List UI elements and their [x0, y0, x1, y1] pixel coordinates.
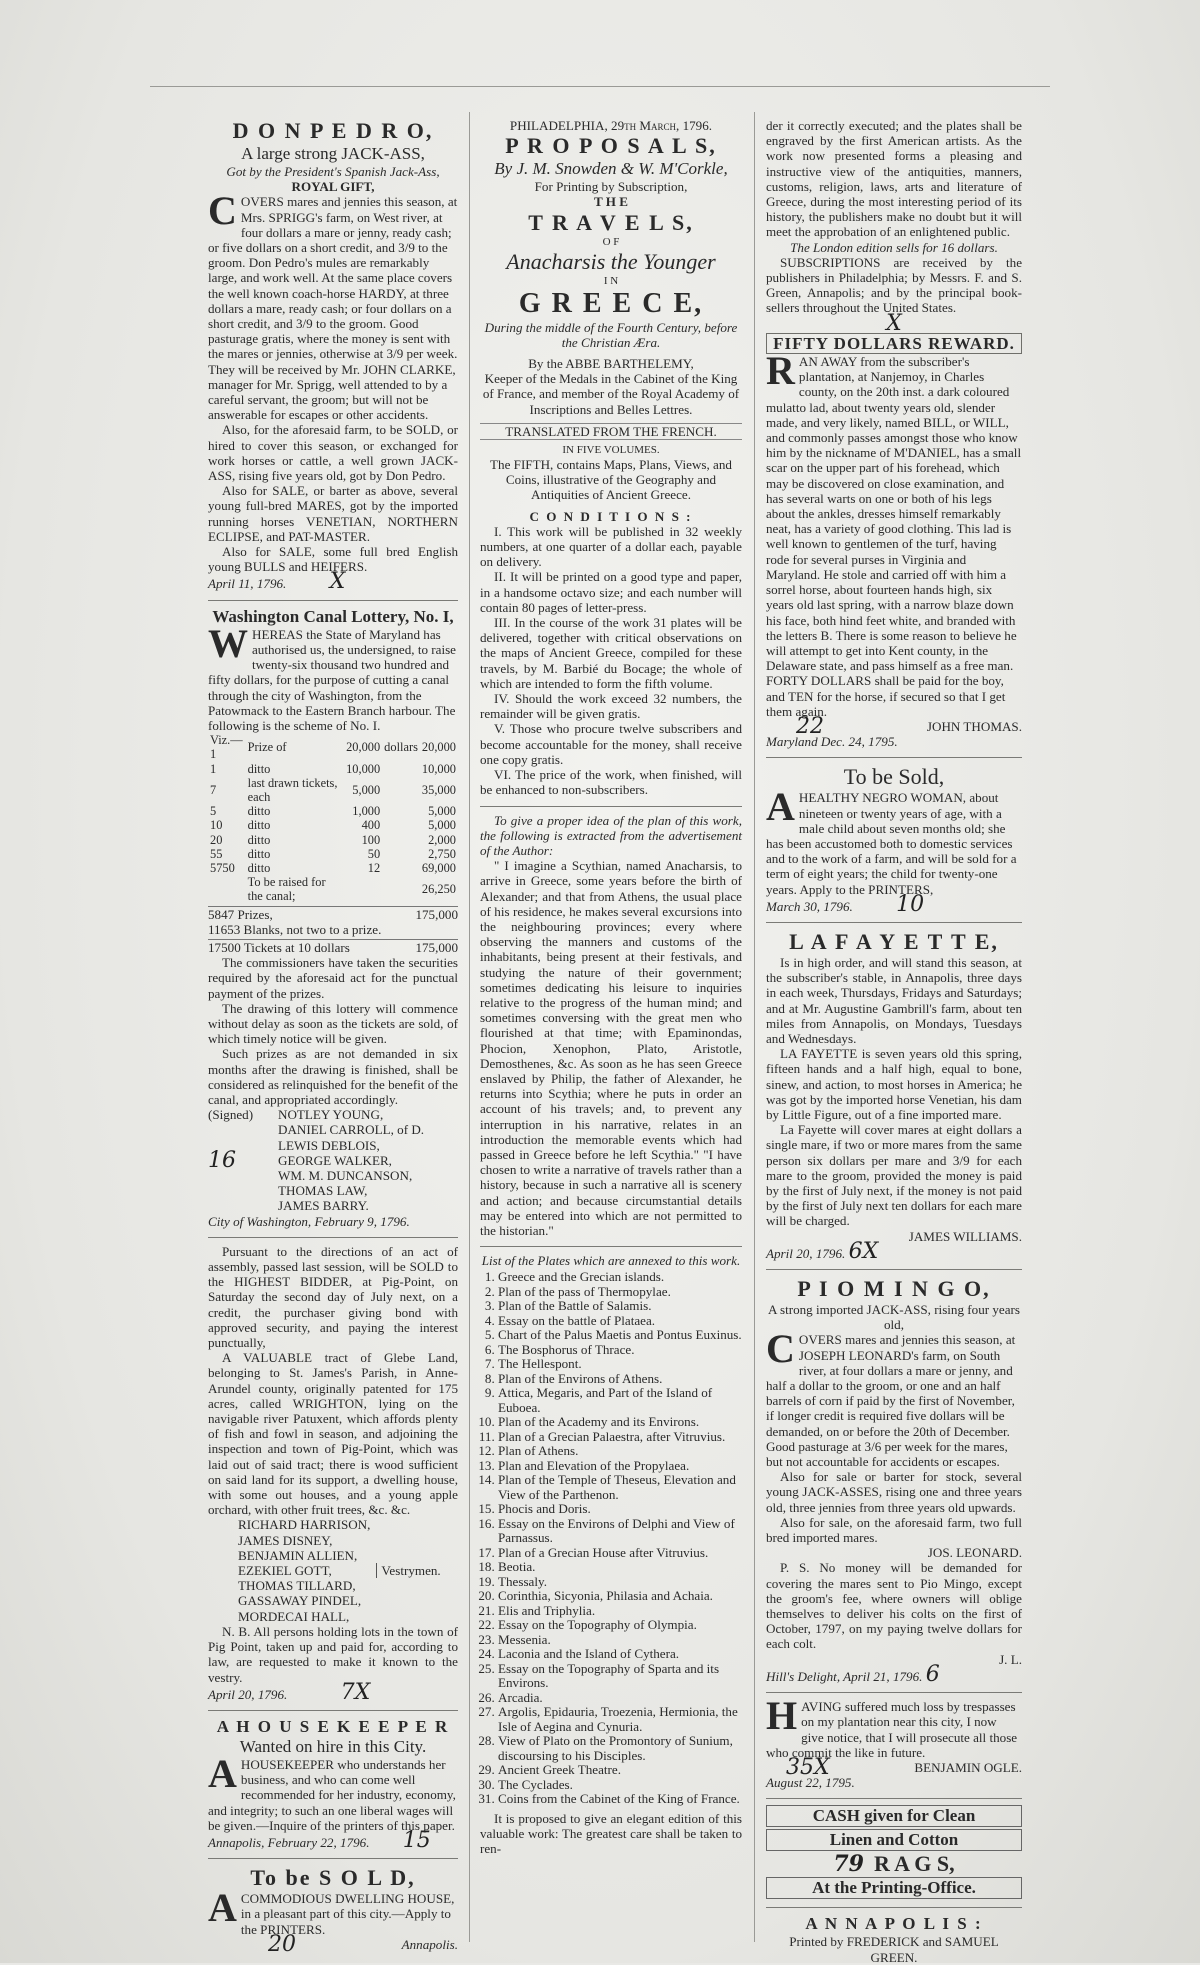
ad-line: Got by the President's Spanish Jack-Ass, — [226, 164, 440, 179]
rule — [766, 922, 1022, 923]
ad-title: A H O U S E K E E P E R — [216, 1716, 450, 1736]
ad-body: COMMODIOUS DWELLING HOUSE, in a pleasant part of this city.—Apply to the PRINTERS. — [240, 1891, 455, 1937]
ad-signature: JAMES WILLIAMS. — [908, 1228, 1022, 1244]
plate-item: 2. Plan of the pass of Thermopylae. — [498, 1285, 742, 1300]
drop-cap: W — [208, 620, 248, 666]
ad-subtitle: A large strong JACK-ASS, — [241, 144, 425, 163]
lottery-cell: 12 — [367, 860, 381, 875]
ad-body: AN AWAY from the subscriber's plantation, at Nanjemoy, in Charles county, on the 20th inst. a dark coloured mulatto lad, about twenty years old, slender made, and very likely, named BILL, or WILL, and commonly passes amongst those who know him by the nickname of M'DANIEL, has a small scar on the upper part of his forehead, which may be discovered on close examination, and has several warts on one or both of his legs about the ankles, dresses himself remarkably neat, has a variety of good clothing. This lad is well known to gentlemen of the turf, having rode for several purses in Virginia and Maryland. He stole and carried off with him a sorrel horse, about fourteen hands high, six years old last spring, with a narrow blaze down his face, both hind feet white, and branded with the letters B. There is some reason to believe he will attempt to get into Kent county, in the Delaware state, and pass himself as a free man. FORTY DOLLARS shall be paid for the boy, and TEN for the horse, if secured so that I get them again. — [766, 354, 1022, 719]
lottery-cell — [382, 776, 420, 804]
plate-item: 15. Phocis and Doris. — [498, 1502, 742, 1517]
plate-item: 25. Essay on the Topography of Sparta and its Environs. — [498, 1662, 742, 1691]
signer-name: JAMES BARRY. — [278, 1198, 369, 1214]
plate-item: 29. Ancient Greek Theatre. — [498, 1763, 742, 1778]
plate-item: 22. Essay on the Topography of Olympia. — [498, 1618, 742, 1633]
condition-item: II. It will be printed on a good type and paper, in a handsome octavo size; and each number will contain 80 pages of letter-press. — [480, 569, 742, 615]
subscriptions-note: SUBSCRIPTIONS are received by the publishers in Philadelphia; by Messrs. F. and S. Green, Annapolis; and by the principal book-sellers throughout the United States. — [766, 254, 1022, 316]
lottery-cell: 5750 — [210, 860, 235, 875]
conditions-heading: C O N D I T I O N S : — [529, 508, 693, 524]
condition-item: V. Those who procure twelve subscribers and become accountable for the money, shall receive one copy gratis. — [480, 721, 742, 767]
right-column — [766, 118, 1022, 1965]
lottery-cell: 400 — [361, 818, 381, 833]
handwritten-mark: 35X — [786, 1754, 830, 1780]
housekeeper-ad — [208, 1716, 458, 1853]
lottery-cell: 10,000 — [346, 761, 381, 776]
condition-item: IV. Should the work exceed 32 numbers, the remainder will be given gratis. — [480, 691, 742, 722]
ad-paragraph: Pursuant to the directions of an act of assembly, passed last session, will be SOLD to the HIGHEST BIDDER, at Pig-Point, on Saturday the second day of July next, on a credit, the purchaser giving bond with approved security, and paying the interest punctually, — [208, 1243, 458, 1351]
lottery-cell: 50 — [367, 846, 381, 861]
signer-name: DANIEL CARROLL, of D. — [278, 1122, 425, 1138]
lottery-cell: 1 — [210, 761, 217, 776]
lottery-cell — [382, 818, 420, 832]
lottery-cell: Prize of — [247, 740, 287, 755]
plate-item: 19. Thessaly. — [498, 1575, 742, 1590]
author-quote: " I imagine a Scythian, named Anacharsis, to arrive in Greece, some years before the birth of Alexander; and that from Athens, the usual place of his residence, he makes several excursions into the neighbouring provinces; every where observing the manners and customs of the inhabitants, being present at their festivals, and studying the nature of their government; sometimes dedicating his leisure to inquiries relative to the progress of the human mind; and sometimes conversing with the great men who flourished at that time; with Epaminondas, Phocion, Xenophon, Plato, Aristotle, Demosthenes, &c. As soon as he has seen Greece enslaved by Philip, the father of Alexander, he returns into Scythia; where he puts in order an account of his travels; and, to prevent any interruption in his narrative, relates in an introduction the memorable events which had passed in Greece before he left Scythia." "I have chosen to write a narrative of travels rather than a history, because in such a narrative all is scenery and action; and because circumstantial details may be entered into which are not permitted to the historian." — [480, 858, 742, 1238]
ad-date: April 11, 1796. — [208, 576, 287, 592]
imprint-printers: Printed by FREDERICK and SAMUEL GREEN. — [789, 1934, 999, 1965]
lottery-cell — [382, 875, 420, 903]
plate-item: 1. Greece and the Grecian islands. — [498, 1270, 742, 1285]
handwritten-mark: 15 — [402, 1827, 431, 1853]
don-pedro-ad — [208, 118, 458, 595]
ad-note: N. B. All persons holding lots in the town of Pig Point, taken up and paid for, according to law, are requested to make it known to the vestry. — [208, 1623, 458, 1685]
lottery-cell: 55 — [210, 846, 223, 861]
the-line: T H E — [594, 194, 628, 210]
plate-item: 13. Plan and Elevation of the Propylaea. — [498, 1459, 742, 1474]
signer-name: THOMAS LAW, — [278, 1183, 368, 1199]
plate-item: 24. Laconia and the Island of Cythera. — [498, 1647, 742, 1662]
plates-list — [498, 1270, 742, 1807]
handwritten-mark: 16 — [208, 1147, 236, 1173]
handwritten-mark: 7X — [340, 1679, 371, 1705]
lottery-cell: Viz.—1 — [210, 733, 243, 762]
author-line: By the ABBE BARTHELEMY, — [528, 356, 694, 372]
vestryman-name: RICHARD HARRISON, — [238, 1517, 371, 1533]
lottery-cell: 10 — [210, 818, 223, 833]
ad-title: To be Sold, — [843, 764, 945, 790]
plate-item: 23. Messenia. — [498, 1633, 742, 1648]
lottery-cell: ditto — [247, 761, 271, 776]
drop-cap: R — [766, 348, 795, 394]
plate-item: 18. Beotia. — [498, 1560, 742, 1575]
signed-label: (Signed) — [208, 1107, 254, 1123]
handwritten-mark: 22 — [796, 713, 824, 739]
vestryman-name: BENJAMIN ALLIEN, — [238, 1547, 358, 1563]
drop-cap: H — [766, 1693, 798, 1739]
tickets-total: 175,000 — [415, 939, 458, 955]
plate-item: 14. Plan of the Temple of Theseus, Elevation and View of the Parthenon. — [498, 1473, 742, 1502]
lottery-cell — [382, 833, 420, 847]
lottery-cell: 10,000 — [421, 761, 456, 776]
travels-line: T R A V E L S, — [528, 209, 694, 235]
cash-line: At the Printing-Office. — [766, 1877, 1022, 1899]
signer-name: GEORGE WALKER, — [278, 1152, 392, 1168]
signer-name: LEWIS DEBLOIS, — [278, 1137, 380, 1153]
lottery-row — [208, 861, 458, 875]
imprint-place: A N N A P O L I S : — [805, 1914, 983, 1934]
lottery-cell: 26,250 — [421, 882, 456, 897]
ad-date: April 20, 1796. — [766, 1245, 846, 1261]
lottery-row — [208, 847, 458, 861]
rule — [766, 1269, 1022, 1270]
plate-item: 6. The Bosphorus of Thrace. — [498, 1343, 742, 1358]
lottery-cell: ditto — [247, 832, 271, 847]
rule — [480, 806, 742, 807]
plate-item: 5. Chart of the Palus Maetis and Pontus Euxinus. — [498, 1328, 742, 1343]
ad-postscript: P. S. No money will be demanded for covering the mares sent to Pio Mingo, except the groom's fee, where owners will oblige themselves to deliver his colts on the first of October, 1797, on my paying twelve dollars for each colt. — [766, 1560, 1022, 1652]
ad-line: ROYAL GIFT, — [291, 179, 375, 195]
prizes-total: 175,000 — [415, 906, 458, 922]
ad-title: P I O M I N G O, — [797, 1276, 991, 1302]
column-divider-1 — [469, 112, 470, 1942]
ad-date: April 20, 1796. — [208, 1686, 288, 1702]
lottery-cell: 5,000 — [352, 782, 381, 797]
anacharsis-line: Anacharsis the Younger — [506, 248, 716, 274]
rule — [766, 757, 1022, 758]
lottery-cell: 5,000 — [428, 804, 456, 819]
condition-item: III. In the course of the work 31 plates will be delivered, together with critical observations on the maps of Ancient Greece, compiled for these travels, by M. Barbié du Bocage; the whole of which are intended to form the fifth volume. — [480, 615, 742, 691]
lottery-cell: ditto — [247, 804, 271, 819]
plate-item: 8. Plan of the Environs of Athens. — [498, 1372, 742, 1387]
ad-body: AVING suffered much loss by trespasses on my plantation near this city, I now give notice, that I will prosecute all those who commit the like in future. — [766, 1699, 1018, 1760]
prizes-count: 5847 Prizes, — [208, 906, 273, 922]
lottery-row — [208, 762, 458, 776]
lottery-cell: 2,750 — [428, 846, 456, 861]
rags-line: R A G S, — [873, 1851, 955, 1877]
vestryman-name: EZEKIEL GOTT, — [238, 1563, 332, 1579]
ad-title: To be S O L D, — [250, 1865, 416, 1891]
lottery-ad — [208, 607, 458, 1229]
drop-cap: C — [208, 188, 237, 234]
top-rule — [150, 86, 1050, 87]
ad-body: HEALTHY NEGRO WOMAN, about nineteen or twenty years of age, with a male child about seven months old; she has been accustomed both to domestic services and to the work of a farm, and will be sold for a term of eight years; the child for twenty-one years. Apply to the PRINTERS, — [766, 790, 1017, 897]
cash-line: Linen and Cotton — [766, 1829, 1022, 1851]
vestryman-name: MORDECAI HALL, — [238, 1608, 350, 1624]
lottery-cell: ditto — [247, 846, 271, 861]
during-line: During the middle of the Fourth Century, before the Christian Æra. — [484, 319, 738, 350]
ad-title: D O N P E D R O, — [232, 118, 434, 143]
ad-paragraph: Also for sale, on the aforesaid farm, two full bred imported mares. — [766, 1514, 1022, 1546]
ad-paragraph: Also for sale or barter for stock, several young JACK-ASSES, rising one and three years old, three jennies from three years old upwards. — [766, 1469, 1022, 1515]
lottery-row — [208, 776, 458, 804]
lottery-cell — [382, 804, 420, 818]
dateline: PHILADELPHIA, 29th March, 1796. — [509, 118, 713, 133]
subscription-line: For Printing by Subscription, — [534, 179, 688, 195]
signers-list — [278, 1107, 424, 1213]
lottery-cell — [382, 861, 420, 875]
plate-item: 12. Plan of Athens. — [498, 1444, 742, 1459]
rule — [480, 1246, 742, 1247]
column-divider-2 — [754, 112, 755, 1942]
ad-date: Annapolis, February 22, 1796. — [208, 1834, 370, 1850]
vestryman-name: JAMES DISNEY, — [238, 1532, 333, 1548]
ad-paragraph: La Fayette will cover mares at eight dollars a single mare, if two or more mares from the same person six dollars per mare and 3/9 for each mare to the groom, provided the money is paid by the first of July next, if the money is not paid by the first of July next ten dollars for each mare will be charged. — [766, 1122, 1022, 1229]
handwritten-mark: 79 — [833, 1851, 864, 1878]
proposals-title: P R O P O S A L S, — [505, 133, 717, 159]
handwritten-mark: 6 — [925, 1661, 940, 1687]
plate-item: 20. Corinthia, Sicyonia, Philasia and Achaia. — [498, 1589, 742, 1604]
handwritten-mark: X — [886, 310, 902, 336]
lottery-cell: 20,000 — [346, 740, 381, 755]
ad-body: OVERS mares and jennies this season, at JOSEPH LEONARD's farm, on South river, at four dollars a mare or jenny, and half a dollar to the groom, or one and an half barrels of corn if paid by the first of November, if longer credit is required five dollars will be demanded, on or before the 20th of December. Good pasturage at 3/6 per week for the mares, but not accountable for accidents or escapes. — [766, 1332, 1016, 1470]
lottery-row — [208, 833, 458, 847]
vestryman-name: GASSAWAY PINDEL, — [238, 1593, 362, 1609]
ad-signature: JOS. LEONARD. — [927, 1545, 1022, 1561]
author-title: Keeper of the Medals in the Cabinet of the King of France, and member of the Royal Academy of Inscriptions and Belles Lettres. — [482, 371, 740, 417]
ad-signature: JOHN THOMAS. — [926, 718, 1022, 734]
lottery-row — [208, 875, 458, 903]
signer-name: WM. M. DUNCANSON, — [278, 1168, 413, 1183]
plates-heading: List of the Plates which are annexed to this work. — [481, 1253, 741, 1269]
lottery-cell: ditto — [247, 818, 271, 833]
plate-item: 17. Plan of a Grecian House after Vitruvius. — [498, 1546, 742, 1561]
plate-item: 28. View of Plato on the Promontory of Sunium, discoursing to his Disciples. — [498, 1734, 742, 1763]
ad-title: L A F A Y E T T E, — [789, 928, 999, 954]
publishers-line: By J. M. Snowden & W. M'Corkle, — [494, 159, 728, 179]
condition-item: I. This work will be published in 32 weekly numbers, at one quarter of a dollar each, payable on delivery. — [480, 523, 742, 570]
continued-text: der it correctly executed; and the plates shall be engraved by the first American artists. As the work now presented forms a pleasing and instructive view of the antiquities, manners, customs, religion, laws, arts and literature of Greece, during the most interesting period of its history, the publishers make no doubt but it will meet the approbation of an enlightened public. — [766, 118, 1022, 240]
lottery-cell: ditto — [247, 860, 271, 875]
lottery-cell: 1,000 — [352, 804, 381, 819]
rule — [766, 1692, 1022, 1693]
plate-item: 9. Attica, Megaris, and Part of the Island of Euboea. — [498, 1386, 742, 1415]
ad-paragraph: The commissioners have taken the securities required by the aforesaid act for the punctual payment of the prizes. — [208, 955, 458, 1001]
ad-paragraph: Also, for the aforesaid farm, to be SOLD, or hired to cover this season, or exchanged for work horses or cattle, a well grown JACK-ASS, rising five years old, got by Don Pedro. — [208, 422, 458, 484]
blanks-count: 11653 Blanks, not two to a prize. — [208, 921, 382, 937]
translated-line: TRANSLATED FROM THE FRENCH. — [480, 423, 742, 440]
ad-title: Washington Canal Lottery, No. I, — [212, 606, 454, 626]
ad-date: Maryland Dec. 24, 1795. — [766, 734, 898, 750]
plate-item: 7. The Hellespont. — [498, 1357, 742, 1372]
condition-item: VI. The price of the work, when finished, will be enhanced to non-subscribers. — [480, 767, 742, 798]
handwritten-mark: 6X — [848, 1238, 879, 1264]
lottery-row — [208, 733, 458, 761]
of-line: O F — [602, 235, 620, 248]
ad-subtitle: Wanted on hire in this City. — [239, 1736, 427, 1756]
drop-cap: C — [766, 1326, 795, 1372]
handwritten-mark: 20 — [268, 1931, 296, 1957]
reward-title: FIFTY DOLLARS REWARD. — [766, 333, 1022, 354]
handwritten-mark: 10 — [896, 891, 925, 917]
greece-line: G R E E C E, — [518, 287, 704, 319]
vestrymen-list — [238, 1517, 370, 1623]
ad-place-date: City of Washington, February 9, 1796. — [208, 1213, 410, 1229]
ad-paragraph: LA FAYETTE is seven years old this spring, fifteen hands and a half high, equal to bone, sinew, and action, to most horses in America; he was got by the imported horse Venetian, his dam by Little Figure, out of a fine imported mare. — [766, 1046, 1022, 1122]
volumes-line: IN FIVE VOLUMES. — [562, 444, 660, 457]
in-line: I N — [603, 274, 619, 287]
house-for-sale-ad — [208, 1865, 458, 1957]
lottery-cell: 2,000 — [428, 832, 456, 847]
plate-item: 11. Plan of a Grecian Palaestra, after Vitruvius. — [498, 1430, 742, 1445]
plate-item: 3. Plan of the Battle of Salamis. — [498, 1299, 742, 1314]
lottery-cell: 20 — [210, 832, 223, 847]
ad-body: OVERS mares and jennies this season, at Mrs. SPRIGG's farm, on West river, at four dollars a mare or jenny, ready cash; or five dollars on a short credit, and 3/9 to the groom. Don Pedro's mules are remarkably large, and work well. At the same place covers the well known coach-horse HARDY, at three dollars a mare, ready cash; or four dollars on a short credit, and 3/9 to the groom. Good pasturage gratis, where the money is sent with the mares or jennies, otherwise at 3/9 per week. They will be received by Mr. JOHN CLARKE, manager for Mr. Sprigg, well attended to by a careful servant, the groom; but will not be answerable for escapes or other accidents. — [208, 194, 458, 423]
lottery-cell: 20,000 — [421, 740, 456, 755]
plate-item: 31. Coins from the Cabinet of the King of France. — [498, 1792, 742, 1807]
drop-cap: A — [208, 1885, 237, 1931]
lottery-cell — [208, 875, 246, 903]
rule — [766, 1907, 1022, 1908]
drop-cap: A — [766, 784, 795, 830]
lottery-scheme-table — [208, 733, 458, 903]
lottery-cell — [382, 847, 420, 861]
left-column — [208, 118, 458, 1957]
lottery-cell: dollars — [384, 740, 418, 755]
plate-item: 10. Plan of the Academy and its Environs. — [498, 1415, 742, 1430]
drop-cap: A — [208, 1750, 237, 1796]
ad-date: August 22, 1795. — [766, 1775, 855, 1791]
rule — [208, 1237, 458, 1238]
rule — [208, 1858, 458, 1859]
ad-paragraph: Also for SALE, or barter as above, several young full-bred MARES, got by the imported running horses VENETIAN, NORTHERN ECLIPSE, and PAT-MASTER. — [208, 483, 458, 544]
lottery-cell: last drawn tickets, each — [247, 775, 338, 804]
rule — [208, 600, 458, 601]
ad-body: HOUSEKEEPER who understands her business, and who can come well recommended for her industry, economy, and integrity; to such an one liberal wages will be given.—Inquire of the printers of this paper. — [208, 1756, 456, 1833]
plate-item: 27. Argolis, Epidauria, Troezenia, Hermionia, the Isle of Aegina and Cynuria. — [498, 1705, 742, 1734]
center-column — [480, 118, 742, 1857]
ad-paragraph: Is in high order, and will stand this season, at the subscriber's stable, in Annapolis, three days in each week, Thursdays, Fridays and Saturdays; and at Mr. Augustine Gambrill's farm, about ten miles from Annapolis, on Mondays, Tuesdays and Wednesdays. — [766, 954, 1022, 1046]
vestrymen-label: Vestrymen. — [376, 1563, 440, 1578]
ad-subtitle: A strong imported JACK-ASS, rising four years old, — [767, 1302, 1021, 1333]
ad-body: HEREAS the State of Maryland has authorised us, the undersigned, to raise twenty-six thousand two hundred and fifty dollars, for the purpose of cutting a canal through the city of Washington, from the Patowmack to the Eastern Branch harbour. The following is the scheme of No. I. — [208, 626, 456, 733]
lottery-cell — [344, 875, 382, 903]
tickets-count: 17500 Tickets at 10 dollars — [208, 939, 350, 955]
intro-paragraph: To give a proper idea of the plan of this work, the following is extracted from the advertisement of the Author: — [480, 812, 742, 858]
plate-item: 4. Essay on the battle of Plataea. — [498, 1314, 742, 1329]
lottery-cell: 100 — [361, 832, 381, 847]
plate-item: 30. The Cyclades. — [498, 1778, 742, 1793]
signer-name: NOTLEY YOUNG, — [278, 1107, 384, 1123]
ad-place: Annapolis. — [401, 1936, 458, 1952]
rule — [208, 1710, 458, 1711]
ad-paragraph: Such prizes as are not demanded in six months after the drawing is finished, shall be considered as relinquished for the benefit of the canal, and appropriated accordingly. — [208, 1046, 458, 1107]
lottery-cell: To be raised for the canal; — [247, 875, 326, 904]
handwritten-mark: X — [329, 569, 346, 595]
ad-paragraph: A VALUABLE tract of Glebe Land, belonging to St. James's Parish, in Anne-Arundel county, originally patented for 175 acres, called WRIGHTON, lying on the navigable river Patuxent, which affords plenty of fish and fowl in season, and adjoining the inspection and town of Pig-Point, which was laid out of said tract; there is wood sufficient on said land for its support, a dwelling house, with some out houses, and a young apple orchard, with other fruit trees, &c. &c. — [208, 1350, 458, 1518]
rule — [766, 1798, 1022, 1799]
ad-date: March 30, 1796. — [766, 898, 853, 914]
lottery-cell: 69,000 — [421, 860, 456, 875]
lottery-cell — [382, 762, 420, 776]
lottery-row — [208, 818, 458, 832]
lottery-cell: 5 — [210, 804, 217, 819]
glebe-land-ad — [208, 1243, 458, 1705]
closing-paragraph: It is proposed to give an elegant edition of this valuable work: The greatest care shall be taken to ren- — [480, 1810, 742, 1857]
plate-item: 21. Elis and Triphylia. — [498, 1604, 742, 1619]
lottery-cell: 5,000 — [428, 818, 456, 833]
lottery-row — [208, 804, 458, 818]
ad-paragraph: The drawing of this lottery will commence without delay as soon as the tickets are sold, of which timely notice will be given. — [208, 1000, 458, 1047]
ad-initials: J. L. — [999, 1651, 1022, 1667]
lottery-cell: 7 — [210, 782, 217, 797]
plate-item: 16. Essay on the Environs of Delphi and View of Parnassus. — [498, 1517, 742, 1546]
fifth-volume-line: The FIFTH, contains Maps, Plans, Views, and Coins, illustrative of the Geography and Antiquities of Ancient Greece. — [490, 457, 732, 503]
plate-item: 26. Arcadia. — [498, 1691, 742, 1706]
cash-line: CASH given for Clean — [766, 1805, 1022, 1827]
ad-paragraph: Also for SALE, some full bred English young BULLS and HEIFERS. — [208, 544, 458, 575]
ad-place-date: Hill's Delight, April 21, 1796. — [766, 1668, 923, 1684]
london-edition-note: The London edition sells for 16 dollars. — [790, 239, 998, 255]
ad-signature: BENJAMIN OGLE. — [914, 1759, 1022, 1775]
lottery-cell: 35,000 — [421, 782, 456, 797]
vestryman-name: THOMAS TILLARD, — [238, 1578, 356, 1594]
